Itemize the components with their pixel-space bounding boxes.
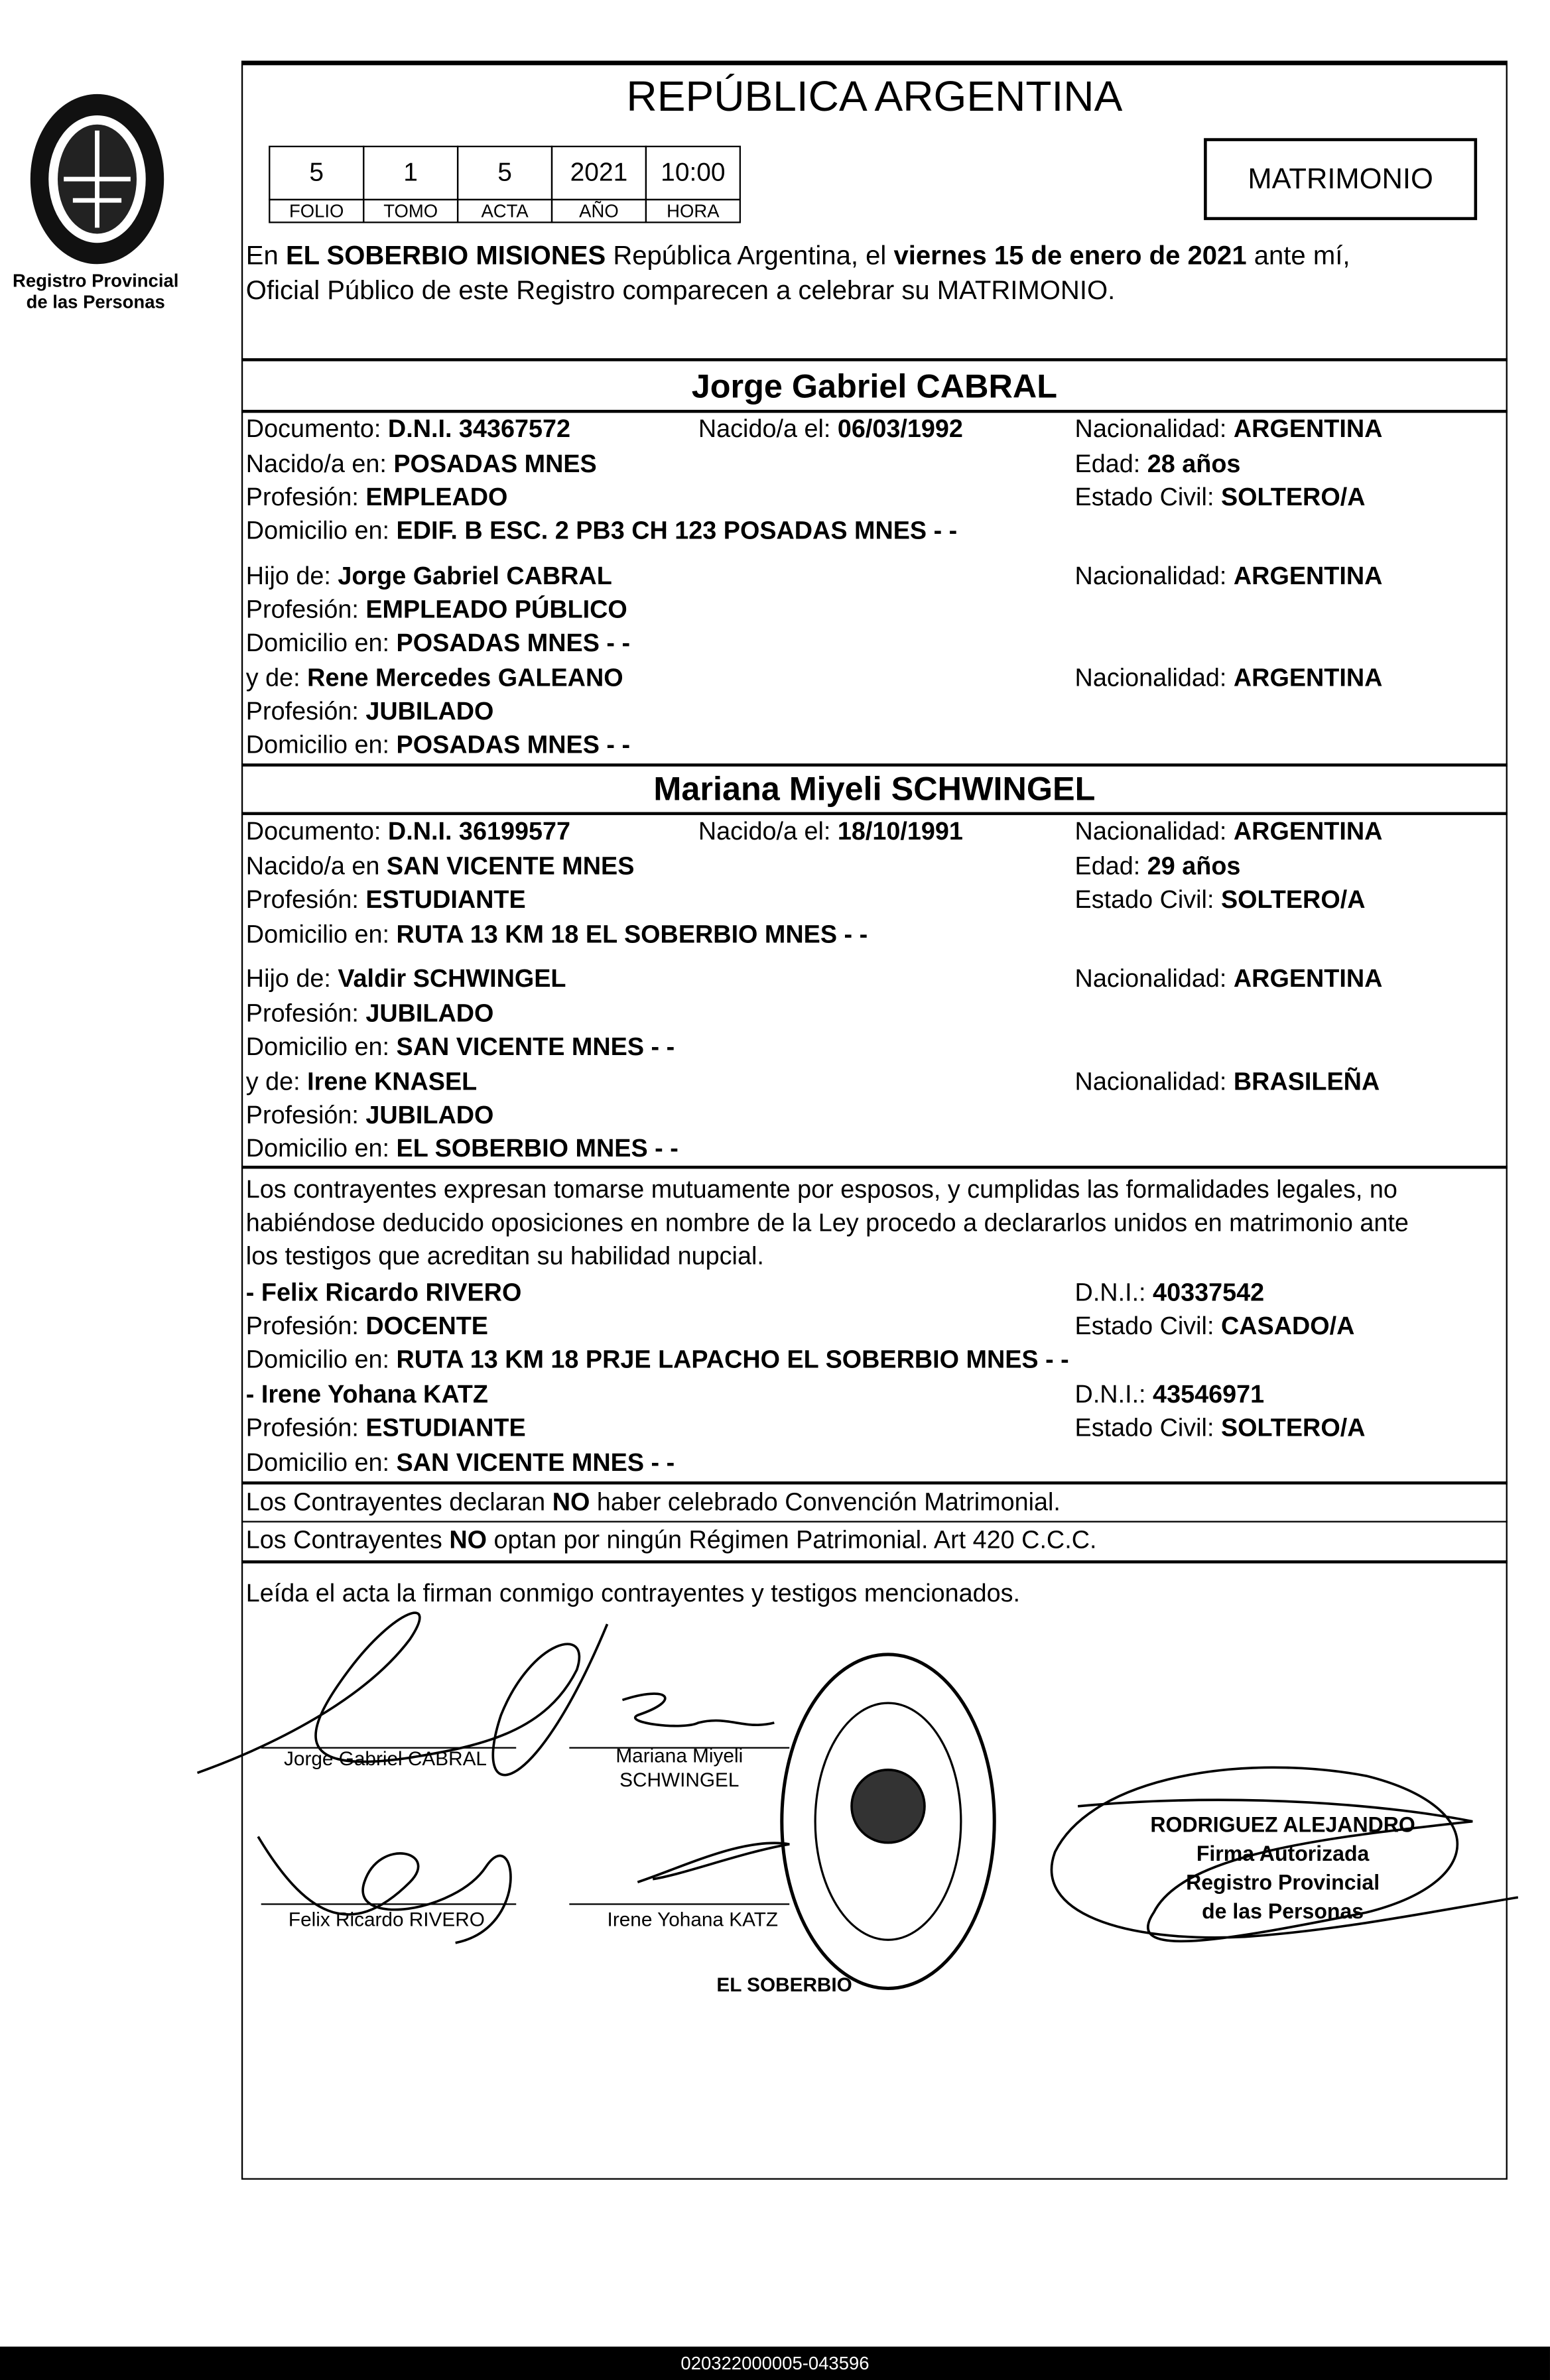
logo-caption: Registro Provincial (13, 270, 179, 292)
act-type-badge: MATRIMONIO (1204, 138, 1477, 220)
convention-line: Los Contrayentes declaran NO haber celebrado Convención Matrimonial. (245, 1489, 1061, 1517)
address-field: Domicilio en: EDIF. B ESC. 2 PB3 CH 123 POSADAS MNES - - (245, 517, 958, 545)
regime-line: Los Contrayentes NO optan por ningún Régimen Patrimonial. Art 420 C.C.C. (245, 1527, 1097, 1554)
intro-line-1: En EL SOBERBIO MISIONES República Argentina, el viernes 15 de enero de 2021 ante mí, (245, 239, 1350, 271)
official-org: de las Personas (1202, 1899, 1364, 1924)
birthplace-field: Nacido/a en SAN VICENTE MNES (245, 853, 635, 881)
record-hora-value: 10:00 (645, 146, 741, 200)
record-tomo-value: 1 (363, 146, 458, 200)
official-name: RODRIGUEZ ALEJANDRO (1150, 1812, 1415, 1837)
declaration-line: Los contrayentes expresan tomarse mutuamente por esposos, y cumplidas las formalidades legales, no (245, 1176, 1397, 1204)
father-address: Domicilio en: SAN VICENTE MNES - - (245, 1033, 675, 1061)
official-role: Firma Autorizada (1196, 1841, 1370, 1866)
age-field: Edad: 28 años (1074, 450, 1241, 479)
logo-caption: de las Personas (26, 291, 165, 313)
document-field: Documento: D.N.I. 34367572 (245, 416, 570, 444)
signature-label-witness2: Irene Yohana KATZ (607, 1908, 779, 1931)
mother-name: y de: Rene Mercedes GALEANO (245, 664, 623, 692)
record-año-label: AÑO (551, 199, 647, 223)
spouse2-name: Mariana Miyeli SCHWINGEL (653, 769, 1096, 808)
father-profession: Profesión: EMPLEADO PÚBLICO (245, 596, 627, 624)
mother-profession: Profesión: JUBILADO (245, 698, 494, 726)
civil-status-field: Estado Civil: SOLTERO/A (1074, 886, 1366, 914)
profession-field: Profesión: EMPLEADO (245, 484, 508, 512)
father-nationality: Nacionalidad: ARGENTINA (1074, 563, 1383, 591)
spouse1-name: Jorge Gabriel CABRAL (691, 367, 1058, 406)
intro-line-2: Oficial Público de este Registro comparecen a celebrar su MATRIMONIO. (245, 275, 1116, 306)
signature-label-spouse1: Jorge Gabriel CABRAL (284, 1747, 487, 1770)
record-folio-label: FOLIO (269, 199, 364, 223)
page-title: REPÚBLICA ARGENTINA (626, 72, 1123, 120)
witness-name: - Irene Yohana KATZ (245, 1381, 488, 1409)
age-field: Edad: 29 años (1074, 853, 1241, 881)
witness-dni: D.N.I.: 43546971 (1074, 1381, 1265, 1409)
handwritten-signatures (182, 1578, 1518, 2003)
record-acta-label: ACTA (457, 199, 552, 223)
father-profession: Profesión: JUBILADO (245, 1000, 494, 1028)
profession-field: Profesión: ESTUDIANTE (245, 886, 526, 914)
record-año-value: 2021 (551, 146, 647, 200)
mother-address: Domicilio en: EL SOBERBIO MNES - - (245, 1135, 678, 1163)
mother-profession: Profesión: JUBILADO (245, 1101, 494, 1129)
document-field: Documento: D.N.I. 36199577 (245, 818, 570, 846)
official-org: Registro Provincial (1186, 1869, 1380, 1895)
civil-status-field: Estado Civil: SOLTERO/A (1074, 484, 1366, 512)
father-address: Domicilio en: POSADAS MNES - - (245, 629, 631, 658)
birthplace-field: Nacido/a en: POSADAS MNES (245, 450, 597, 479)
birth-date-field: Nacido/a el: 18/10/1991 (698, 818, 963, 846)
misiones-shield-icon (12, 88, 182, 271)
witness-name: - Felix Ricardo RIVERO (245, 1279, 522, 1307)
mother-name: y de: Irene KNASEL (245, 1068, 478, 1096)
witness-profession: Profesión: ESTUDIANTE (245, 1414, 526, 1442)
record-hora-label: HORA (645, 199, 741, 223)
mother-address: Domicilio en: POSADAS MNES - - (245, 731, 631, 759)
footer-barcode: 020322000005-043596 (0, 2347, 1550, 2380)
declaration-line: habiéndose deducido oposiciones en nombre de la Ley procedo a declararlos unidos en matrimonio ante (245, 1210, 1409, 1237)
record-folio-value: 5 (269, 146, 364, 200)
official-stamp (1063, 1811, 1503, 1926)
closing-text: Leída el acta la firman conmigo contrayentes y testigos mencionados. (245, 1580, 1021, 1607)
witness-civil-status: Estado Civil: CASADO/A (1074, 1312, 1355, 1341)
witness-profession: Profesión: DOCENTE (245, 1312, 488, 1341)
witness-address: Domicilio en: RUTA 13 KM 18 PRJE LAPACHO EL SOBERBIO MNES - - (245, 1346, 1069, 1374)
address-field: Domicilio en: RUTA 13 KM 18 EL SOBERBIO MNES - - (245, 921, 868, 949)
nationality-field: Nacionalidad: ARGENTINA (1074, 416, 1383, 444)
record-tomo-label: TOMO (363, 199, 458, 223)
record-acta-value: 5 (457, 146, 552, 200)
witness-civil-status: Estado Civil: SOLTERO/A (1074, 1414, 1366, 1442)
mother-nationality: Nacionalidad: ARGENTINA (1074, 664, 1383, 692)
declaration-line: los testigos que acreditan su habilidad nupcial. (245, 1243, 764, 1271)
seal-text: EL SOBERBIO (716, 1973, 852, 1996)
father-nationality: Nacionalidad: ARGENTINA (1074, 965, 1383, 993)
father-name: Hijo de: Valdir SCHWINGEL (245, 965, 566, 993)
birth-date-field: Nacido/a el: 06/03/1992 (698, 416, 963, 444)
father-name: Hijo de: Jorge Gabriel CABRAL (245, 563, 612, 591)
witness-dni: D.N.I.: 40337542 (1074, 1279, 1265, 1307)
witness-address: Domicilio en: SAN VICENTE MNES - - (245, 1449, 675, 1477)
nationality-field: Nacionalidad: ARGENTINA (1074, 818, 1383, 846)
mother-nationality: Nacionalidad: BRASILEÑA (1074, 1068, 1380, 1096)
signature-label-witness1: Felix Ricardo RIVERO (288, 1908, 485, 1931)
signature-label-spouse2: Mariana Miyeli SCHWINGEL (615, 1743, 743, 1791)
